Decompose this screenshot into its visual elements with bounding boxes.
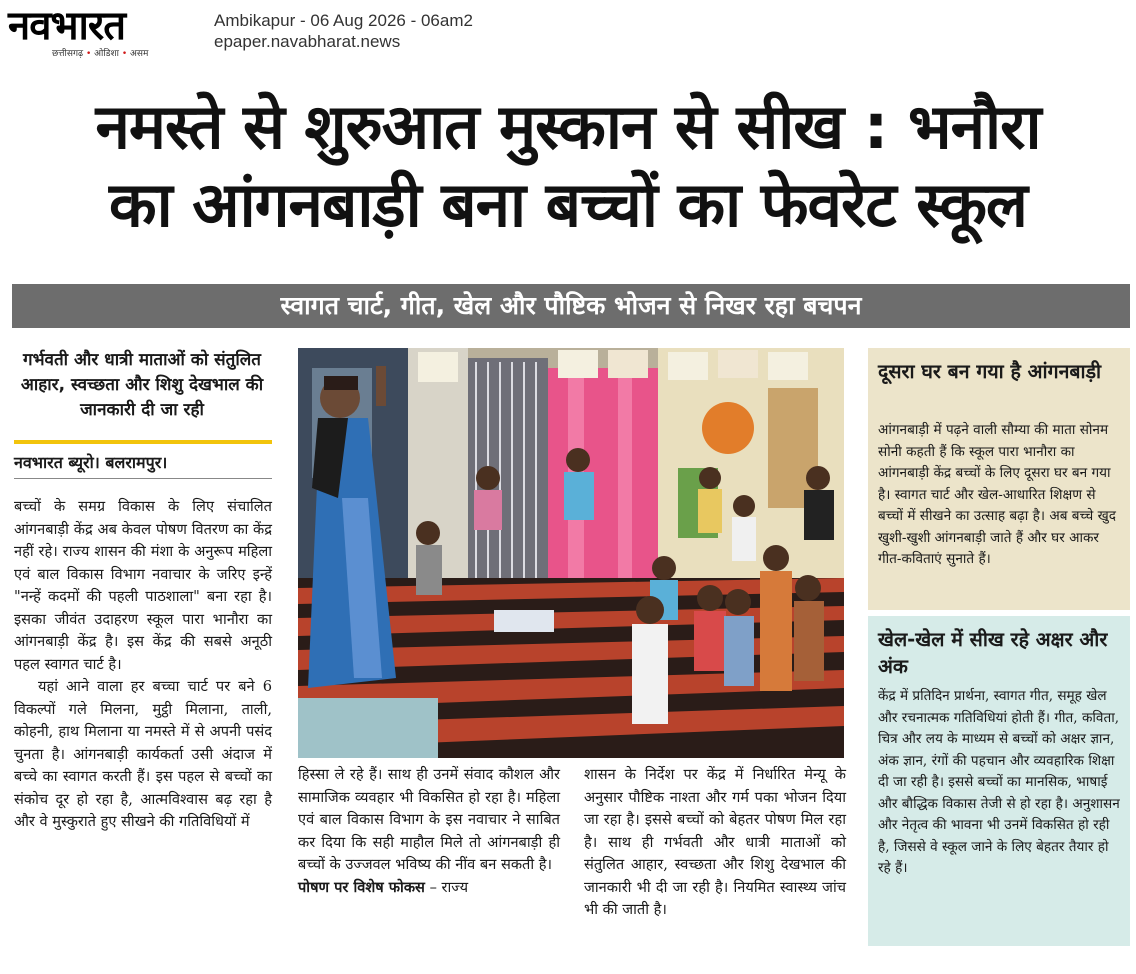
headline-line-2: का आंगनबाड़ी बना बच्चों का फेवरेट स्कूल <box>109 168 1027 241</box>
sidebar-text: आंगनबाड़ी में पढ़ने वाली सौम्या की माता सोनम सोनी कहती हैं कि स्कूल पारा भानौरा का आंगनबाड़ी केंद्र बच्चों के लिए दूसरा घर बन गया है। स्वागत चार्ट और खेल-आधारित शिक्षण से बच्चों में सीखने का उत्साह बढ़ा है। अब बच्चे खुद खुशी-खुशी आंगनबाड़ी जाते हैं और घर आकर गीत-कविताएं सुनाते हैं। <box>878 422 1116 567</box>
logo-regions <box>52 46 196 59</box>
logo-region-3: असम <box>130 49 149 59</box>
sidebar-text: केंद्र में प्रतिदिन प्रार्थना, स्वागत गीत, समूह खेल और रचनात्मक गतिविधियां होती हैं। गीत, कविता, चित्र और लय के माध्यम से बच्चों को अक्षर ज्ञान, अंक ज्ञान, रंगों की पहचान और व्यवहारिक शिक्षा दी जा रही है। इससे बच्चों का मानसिक, भाषाई और बौद्धिक विकास तेजी से हो रहा है। अनुशासन और नेतृत्व की भावना भी उनमें विकसित हो रही है, जिससे वे स्कूल जाने के लिए बेहतर तैयार हो रहे हैं। <box>878 688 1120 876</box>
article-column-2 <box>298 764 560 899</box>
headline <box>0 88 1136 244</box>
anganwadi-classroom-photo <box>298 348 844 758</box>
logo-wordmark: नवभारत <box>8 3 126 49</box>
sidebar-title: दूसरा घर बन गया है आंगनबाड़ी <box>878 360 1102 383</box>
paragraph <box>298 877 560 900</box>
subheadline-bar: स्वागत चार्ट, गीत, खेल और पौष्टिक भोजन से निखर रहा बचपन <box>12 284 1130 328</box>
deck-rule <box>14 440 272 444</box>
byline: नवभारत ब्यूरो। बलरामपुर। <box>14 453 168 472</box>
article-column-3 <box>584 764 846 922</box>
headline-line-1: नमस्ते से शुरुआत मुस्कान से सीख : भनौरा <box>95 90 1041 163</box>
article-column-1 <box>14 496 272 834</box>
edition-line: Ambikapur - 06 Aug 2026 - 06am2 <box>214 11 473 30</box>
paragraph: शासन के निर्देश पर केंद्र में निर्धारित मेन्यू के अनुसार पौष्टिक नाश्ता और गर्म पका भोजन दिया जा रहा है। इससे बच्चों को बेहतर पोषण मिल रहा है। साथ ही गर्भवती और धात्री माताओं को संतुलित आहार, स्वच्छता और शिशु देखभाल की जानकारी भी दी जा रही है। नियमित स्वास्थ्य जांच भी की जाती है। <box>584 766 846 918</box>
logo-dot: • <box>121 49 128 59</box>
edition-meta <box>214 10 473 52</box>
sidebar-title: खेल-खेल में सीख रहे अक्षर और अंक <box>878 628 1108 678</box>
paragraph-continuation: – राज्य <box>429 878 469 896</box>
site-link[interactable]: epaper.navabharat.news <box>214 32 401 51</box>
newspaper-logo <box>8 4 196 58</box>
paragraph: बच्चों के समग्र विकास के लिए संचालित आंगनबाड़ी केंद्र अब केवल पोषण वितरण का केंद्र नहीं रहे। राज्य शासन की मंशा के अनुरूप महिला एवं बाल विकास विभाग नवाचार के जरिए इन्हें "नन्हें कदमों की पहली पाठशाला" बना रहा है। इसका जीवंत उदाहरण स्कूल पारा भानौरा का आंगनबाड़ी केंद्र है। इस केंद्र की सबसे अनूठी पहल स्वागत चार्ट है। <box>14 498 272 673</box>
article-deck: गर्भवती और धात्री माताओं को संतुलित आहार, स्वच्छता और शिशु देखभाल की जानकारी दी जा रही <box>20 350 264 420</box>
logo-dot: • <box>85 49 92 59</box>
byline-rule <box>14 478 272 479</box>
paragraph: हिस्सा ले रहे हैं। साथ ही उनमें संवाद कौशल और सामाजिक व्यवहार भी विकसित हो रहा है। महिला एवं बाल विकास विभाग के इस नवाचार ने साबित कर दिया कि सही माहौल मिले तो आंगनबाड़ी ही बच्चों के उज्जवल भविष्य की नींव बन सकती है। <box>298 766 560 873</box>
logo-region-2: ओडिशा <box>94 49 119 59</box>
sidebar-box-second-home <box>868 348 1130 610</box>
paragraph: यहां आने वाला हर बच्चा चार्ट पर बने 6 विकल्पों गले मिलना, मुट्ठी मिलाना, ताली, कोहनी, हाथ मिलाना या नमस्ते में से अपनी पसंद चुनता है। आंगनबाड़ी कार्यकर्ता उसी अंदाज में बच्चे का स्वागत करती हैं। इस पहल से बच्चों का संकोच दूर हो रहा है, आत्मविश्वास बढ़ रहा है और वे मुस्कुराते हुए सीखने की गतिविधियों में <box>14 678 272 830</box>
sidebar-box-learning-through-play <box>868 616 1130 946</box>
logo-region-1: छत्तीसगढ़ <box>52 49 84 59</box>
nutrition-subheading: पोषण पर विशेष फोकस <box>298 878 425 896</box>
